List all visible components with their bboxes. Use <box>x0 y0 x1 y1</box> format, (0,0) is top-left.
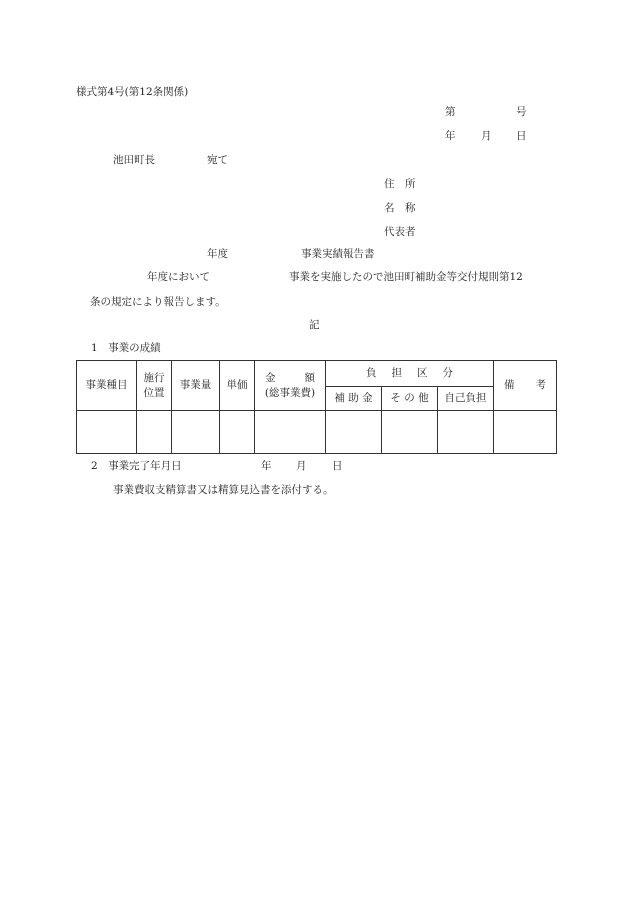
section1-heading: 1 事業の成績 <box>91 342 161 354</box>
body-line1-part2: 事業を実施したので池田町補助金等交付規則第12 <box>289 271 523 283</box>
header-burden-char4: 分 <box>442 367 453 380</box>
document-title: 事業実績報告書 <box>301 248 375 260</box>
header-location-line2: 位置 <box>143 386 165 399</box>
completion-month: 月 <box>296 460 307 472</box>
header-other: そ の 他 <box>382 387 438 411</box>
achievement-table <box>76 360 557 454</box>
cell-location <box>137 411 172 454</box>
document-number-suffix: 号 <box>516 106 527 118</box>
attachment-note: 事業費収支精算書又は精算見込書を添付する。 <box>113 484 334 496</box>
addressee-name: 池田町長 <box>113 154 155 166</box>
addressee-to: 宛て <box>207 154 228 166</box>
cell-self-burden <box>438 411 494 454</box>
header-amount <box>255 361 326 411</box>
applicant-address-label: 住 所 <box>384 178 416 190</box>
cell-subsidy <box>326 411 382 454</box>
date-year: 年 <box>445 130 456 142</box>
section2-heading: 2 事業完了年月日 <box>91 460 182 472</box>
body-line2: 条の規定により報告します。 <box>90 296 226 308</box>
cell-project-type <box>77 411 137 454</box>
header-remarks-spread <box>494 378 556 392</box>
header-burden-char2: 担 <box>391 367 402 380</box>
header-subsidy: 補 助 金 <box>326 387 382 411</box>
completion-year: 年 <box>261 460 272 472</box>
header-amount-kin: 金 <box>265 372 276 385</box>
applicant-representative-label: 代表者 <box>384 226 416 238</box>
header-remarks-kou: 考 <box>535 379 546 392</box>
form-label: 様式第4号(第12条関係) <box>76 86 189 98</box>
header-burden-char3: 区 <box>417 367 428 380</box>
header-amount-top <box>255 371 325 385</box>
header-amount-total: (総事業費) <box>264 386 316 399</box>
header-location <box>137 361 172 411</box>
cell-unit-price <box>220 411 255 454</box>
header-remarks-bi: 備 <box>504 379 515 392</box>
ki-heading: 記 <box>309 319 320 331</box>
cell-other <box>382 411 438 454</box>
date-day: 日 <box>516 130 527 142</box>
document-number-prefix: 第 <box>445 106 456 118</box>
title-year: 年度 <box>207 248 228 260</box>
cell-amount <box>255 411 326 454</box>
header-project-type: 事業種目 <box>77 361 137 411</box>
applicant-name-label: 名 称 <box>384 202 416 214</box>
header-self-burden: 自己負担 <box>438 387 494 411</box>
header-burden-division <box>326 361 494 387</box>
header-burden-char1: 負 <box>366 367 377 380</box>
header-amount-gaku: 額 <box>304 372 315 385</box>
body-line1-part1: 年度において <box>147 271 210 283</box>
header-remarks <box>494 361 557 411</box>
date-month: 月 <box>481 130 492 142</box>
cell-quantity <box>172 411 220 454</box>
header-quantity: 事業量 <box>172 361 220 411</box>
table-row <box>77 411 557 454</box>
header-unit-price: 単価 <box>220 361 255 411</box>
cell-remarks <box>494 411 557 454</box>
header-location-line1: 施行 <box>143 372 165 385</box>
completion-day: 日 <box>332 460 343 472</box>
